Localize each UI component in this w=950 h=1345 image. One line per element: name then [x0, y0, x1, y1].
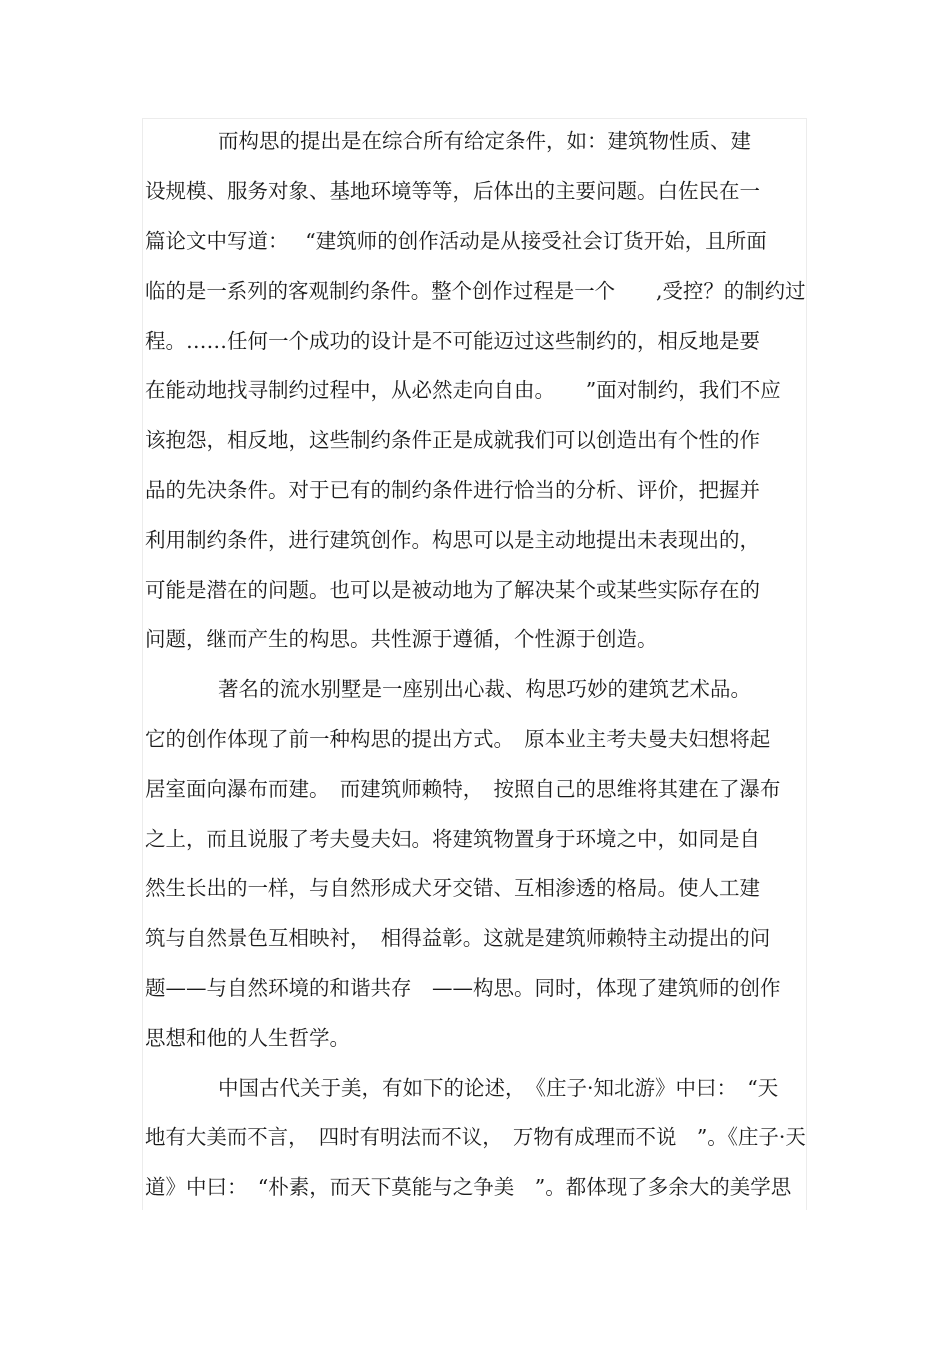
text-line: 该抱怨，相反地，这些制约条件正是成就我们可以创造出有个性的作: [145, 428, 760, 452]
text-line: 设规模、服务对象、基地环境等等，后体出的主要问题。白佐民在一: [145, 179, 760, 203]
text-line: 之上，而且说服了考夫曼夫妇。将建筑物置身于环境之中，如同是自: [145, 827, 760, 851]
text-line: 而构思的提出是在综合所有给定条件，如：建筑物性质、建: [218, 129, 751, 153]
text-line: 篇论文中写道： “建筑师的创作活动是从接受社会订货开始，且所面: [145, 229, 767, 253]
text-line: 可能是潜在的问题。也可以是被动地为了解决某个或某些实际存在的: [145, 578, 760, 602]
text-line: 品的先决条件。对于已有的制约条件进行恰当的分析、评价，把握并: [145, 478, 760, 502]
text-line: 它的创作体现了前一种构思的提出方式。 原本业主考夫曼夫妇想将起: [145, 727, 771, 751]
text-line: 问题，继而产生的构思。共性源于遵循，个性源于创造。: [145, 627, 658, 651]
text-line: 著名的流水别墅是一座别出心裁、构思巧妙的建筑艺术品。: [218, 677, 751, 701]
text-line: 在能动地找寻制约过程中，从必然走向自由。 ”面对制约，我们不应: [145, 378, 781, 402]
text-line: 筑与自然景色互相映衬， 相得益彰。这就是建筑师赖特主动提出的问: [145, 926, 771, 950]
text-line: 然生长出的一样，与自然形成犬牙交错、互相渗透的格局。使人工建: [145, 876, 760, 900]
text-line: 中国古代关于美，有如下的论述， 《庄子·知北游》中曰： “天: [218, 1076, 779, 1100]
text-line: 道》中曰： “朴素，而天下莫能与之争美 ”。都体现了多余大的美学思: [145, 1175, 792, 1199]
text-line: 题——与自然环境的和谐共存 ——构思。同时，体现了建筑师的创作: [145, 976, 781, 1000]
text-line: 临的是一系列的客观制约条件。整个创作过程是一个 ,受控？的制约过: [145, 279, 806, 303]
text-line: 利用制约条件，进行建筑创作。构思可以是主动地提出未表现出的，: [145, 528, 760, 552]
text-line: 居室面向瀑布而建。 而建筑师赖特， 按照自己的思维将其建在了瀑布: [145, 777, 781, 801]
text-line: 思想和他的人生哲学。: [145, 1026, 350, 1050]
text-line: 程。……任何一个成功的设计是不可能迈过这些制约的，相反地是要: [145, 329, 760, 353]
text-line: 地有大美而不言， 四时有明法而不议， 万物有成理而不说 ”。《庄子·天: [145, 1125, 806, 1149]
